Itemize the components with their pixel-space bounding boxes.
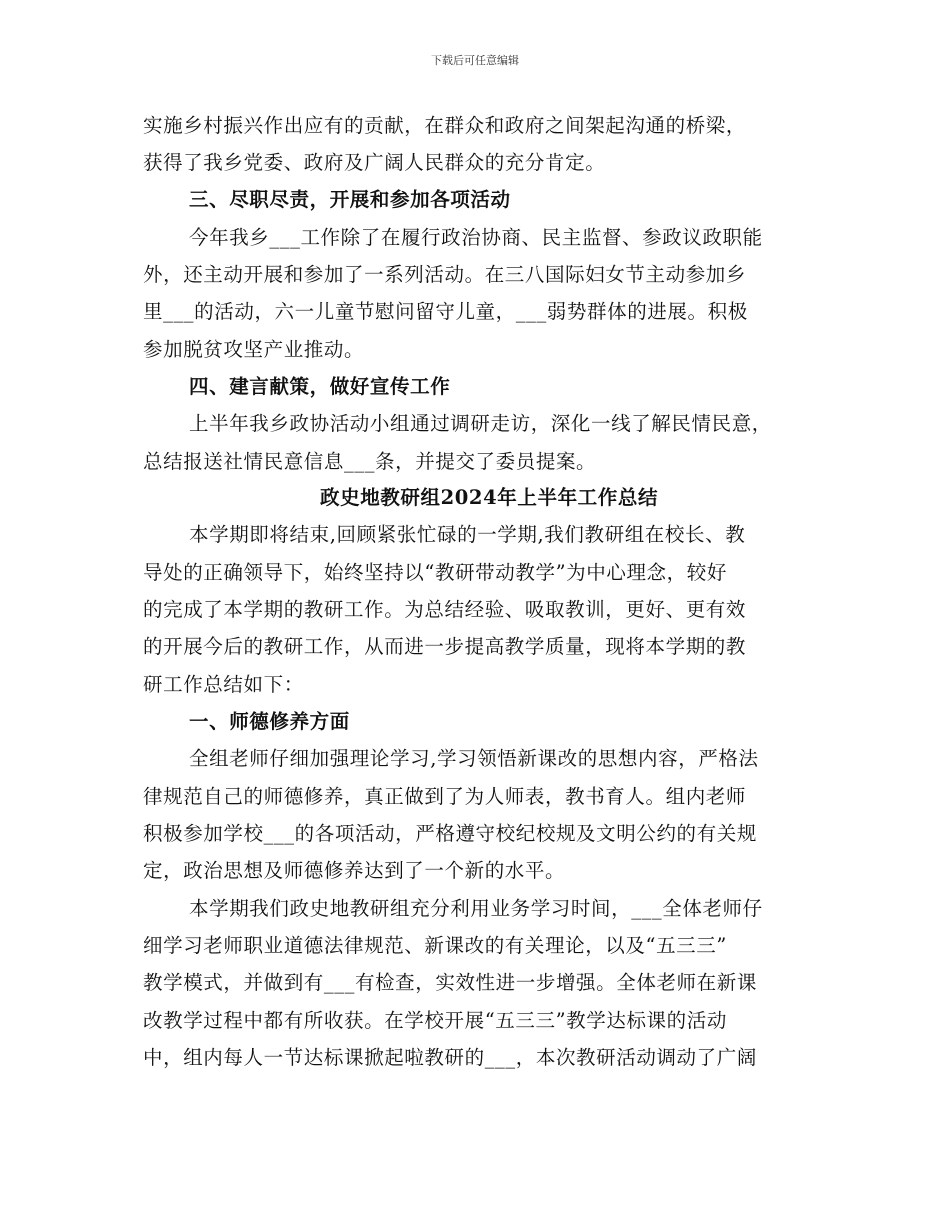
section-heading: 四、建言献策，做好宣传工作 [189,375,451,398]
paragraph-line: 外，还主动开展和参加了一系列活动。在三八国际妇女节主动参加乡 [143,263,747,286]
paragraph-line: 律规范自己的师德修养，真正做到了为人师表，教书育人。组内老师 [143,785,747,808]
section-heading: 一、师德修养方面 [189,710,350,733]
paragraph-line: 全组老师仔细加强理论学习,学习领悟新课改的思想内容，严格法 [189,747,759,770]
paragraph-line: 导处的正确领导下，始终坚持以“教研带动教学”为中心理念，较好 [143,561,727,584]
paragraph-line: 改教学过程中都有所收获。在学校开展“五三三”教学达标课的活动 [143,1009,727,1032]
paragraph-line: 里___的活动，六一儿童节慰问留守儿童，___弱势群体的进展。积极 [143,300,748,323]
page-header: 下载后可任意编辑 [431,54,519,67]
paragraph-line: 教学模式，并做到有___有检查，实效性进一步增强。全体老师在新课 [143,971,757,994]
paragraph-line: 的开展今后的教研工作，从而进一步提高教学质量，现将本学期的教 [143,635,747,658]
paragraph-line: 的完成了本学期的教研工作。为总结经验、吸取教训，更好、更有效 [143,598,747,621]
paragraph-line: 中，组内每人一节达标课掀起啦教研的___，本次教研活动调动了广阔 [143,1046,757,1069]
paragraph-line: 本学期即将结束,回顾紧张忙碌的一学期,我们教研组在校长、教 [189,523,746,546]
paragraph-line: 研工作总结如下： [143,673,304,696]
paragraph-line: 获得了我乡党委、政府及广阔人民群众的充分肯定。 [143,151,606,174]
paragraph-line: 总结报送社情民意信息___条，并提交了委员提案。 [143,450,597,473]
paragraph-line: 积极参加学校___的各项活动，严格遵守校纪校规及文明公约的有关规 [143,822,757,845]
paragraph-line: 实施乡村振兴作出应有的贡献，在群众和政府之间架起沟通的桥梁， [143,114,747,137]
paragraph-line: 今年我乡___工作除了在履行政治协商、民主监督、参政议政职能 [189,226,763,249]
document-title: 政史地教研组2024年上半年工作总结 [320,486,659,509]
paragraph-line: 本学期我们政史地教研组充分利用业务学习时间，___全体老师仔 [189,897,763,920]
paragraph-line: 细学习老师职业道德法律规范、新课改的有关理论，以及“五三三” [143,934,727,957]
section-heading: 三、尽职尽责，开展和参加各项活动 [189,188,511,211]
paragraph-line: 参加脱贫攻坚产业推动。 [143,338,365,361]
paragraph-line: 定，政治思想及师德修养达到了一个新的水平。 [143,859,566,882]
paragraph-line: 上半年我乡政协活动小组通过调研走访，深化一线了解民情民意， [189,412,772,435]
